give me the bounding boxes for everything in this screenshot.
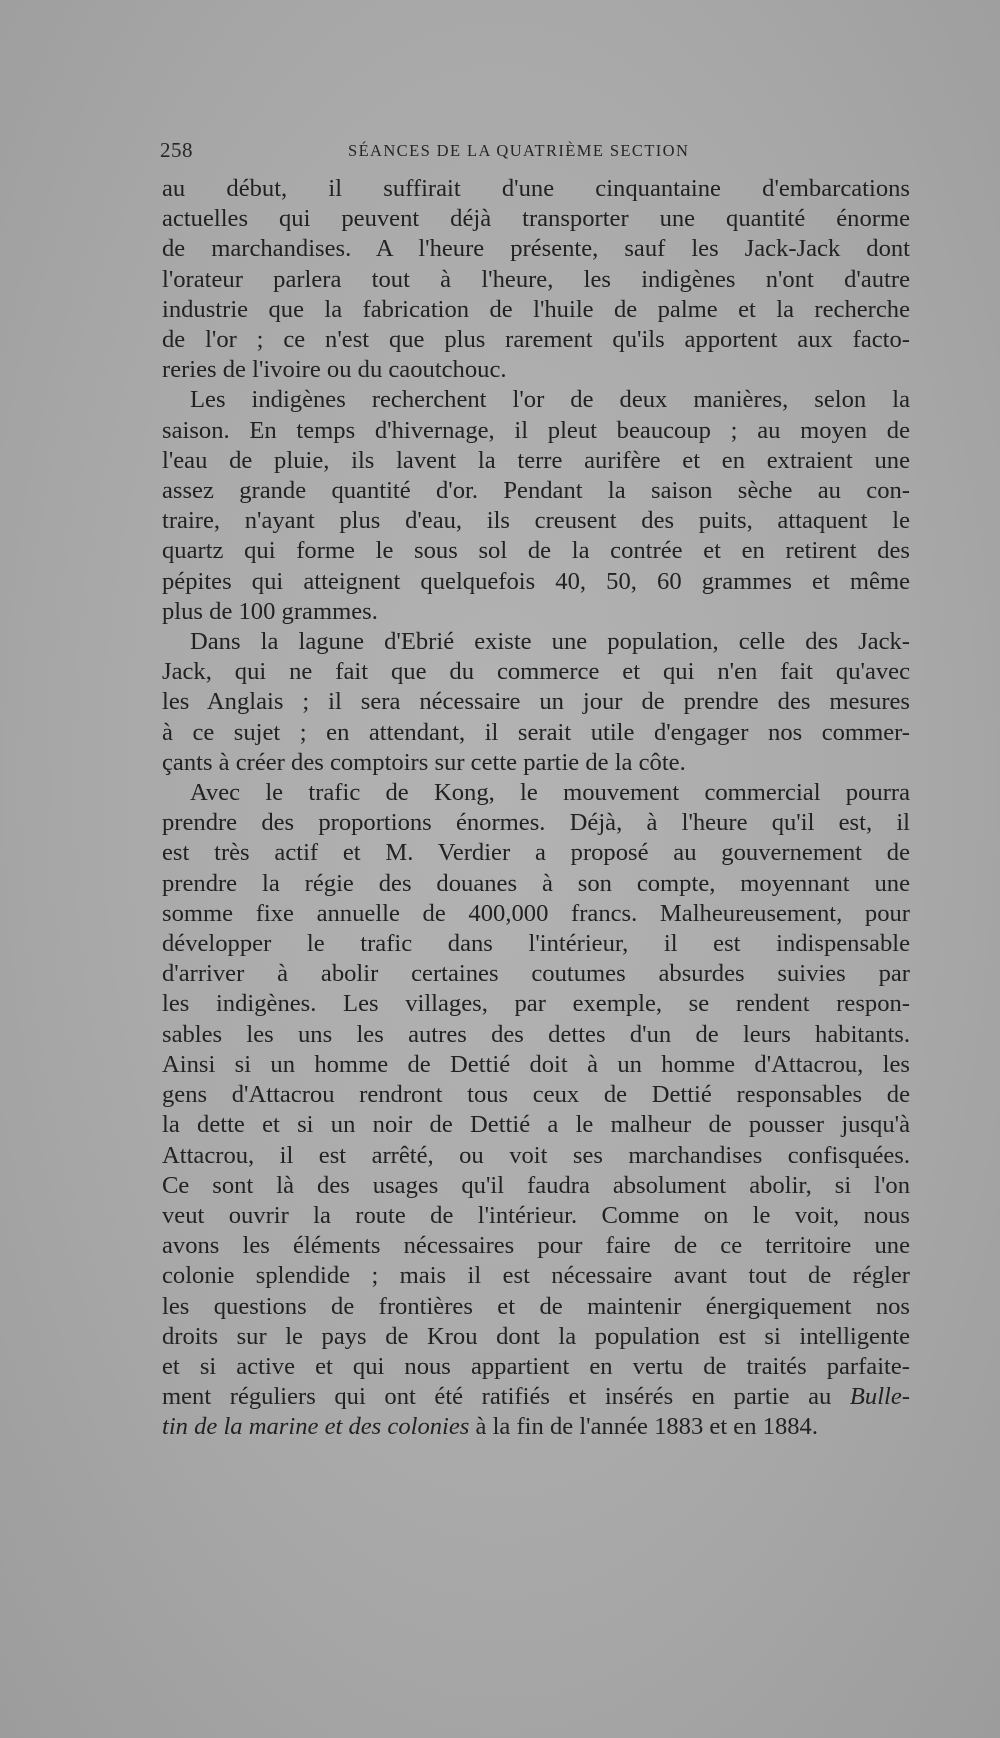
text-line: pépites qui atteignent quelquefois 40, 50, 60 grammes et même <box>162 567 910 595</box>
page-header <box>160 138 730 160</box>
text-line: saison. En temps d'hivernage, il pleut beaucoup ; au moyen de <box>162 416 910 444</box>
text-line: la dette et si un noir de Dettié a le malheur de pousser jusqu'à <box>162 1111 910 1139</box>
text-line: de marchandises. A l'heure présente, sauf les Jack-Jack dont <box>162 235 910 263</box>
text-line: à ce sujet ; en attendant, il serait utile d'engager nos commer- <box>162 718 910 746</box>
text-line: les indigènes. Les villages, par exemple, se rendent respon- <box>162 990 910 1018</box>
text-line: au début, il suffirait d'une cinquantaine d'embarcations <box>162 175 910 202</box>
text-line: Avec le trafic de Kong, le mouvement commercial pourra <box>190 779 910 807</box>
text-line: assez grande quantité d'or. Pendant la saison sèche au con- <box>162 477 910 505</box>
text-line: les Anglais ; il sera nécessaire un jour de prendre des mesures <box>162 688 910 716</box>
text-line: d'arriver à abolir certaines coutumes absurdes suivies par <box>162 960 910 988</box>
text-line: actuelles qui peuvent déjà transporter une quantité énorme <box>162 205 910 233</box>
text-line: veut ouvrir la route de l'intérieur. Comme on le voit, nous <box>162 1201 910 1229</box>
text-line: Les indigènes recherchent l'or de deux manières, selon la <box>190 386 910 414</box>
text-line: et si active et qui nous appartient en vertu de traités parfaite- <box>162 1352 910 1380</box>
text-line: plus de 100 grammes. <box>162 597 378 625</box>
text-line: Attacrou, il est arrêté, ou voit ses marchandises confisquées. <box>162 1141 910 1169</box>
text-line: çants à créer des comptoirs sur cette partie de la côte. <box>162 748 686 776</box>
text-line: quartz qui forme le sous sol de la contrée et en retirent des <box>162 537 910 565</box>
text-line: est très actif et M. Verdier a proposé au gouvernement de <box>162 839 910 867</box>
text-line <box>162 1412 910 1442</box>
text-line-start: ment réguliers qui ont été ratifiés et insérés en partie au <box>162 1383 832 1411</box>
text-line <box>162 1382 910 1412</box>
italic-title-end: tin de la marine et des colonies <box>162 1413 470 1441</box>
text-line: Ce sont là des usages qu'il faudra absolument abolir, si l'on <box>162 1171 910 1199</box>
text-line-end: à la fin de l'année 1883 et en 1884. <box>475 1413 819 1441</box>
body-text <box>162 174 910 1443</box>
text-line: traire, n'ayant plus d'eau, ils creusent des puits, attaquent le <box>162 507 910 535</box>
text-line: Jack, qui ne fait que du commerce et qui n'en fait qu'avec <box>162 658 910 686</box>
text-line: prendre des proportions énormes. Déjà, à l'heure qu'il est, il <box>162 809 910 837</box>
text-line: Ainsi si un homme de Dettié doit à un homme d'Attacrou, les <box>162 1050 910 1078</box>
text-line: les questions de frontières et de maintenir énergiquement nos <box>162 1292 910 1320</box>
text-line: somme fixe annuelle de 400,000 francs. Malheureusement, pour <box>162 899 910 927</box>
text-line: industrie que la fabrication de l'huile de palme et la recherche <box>162 295 910 323</box>
text-line: avons les éléments nécessaires pour faire de ce territoire une <box>162 1232 910 1260</box>
text-line: l'orateur parlera tout à l'heure, les indigènes n'ont d'autre <box>162 265 910 293</box>
text-line: colonie splendide ; mais il est nécessaire avant tout de régler <box>162 1262 910 1290</box>
text-line: sables les uns les autres des dettes d'un de leurs habitants. <box>162 1020 910 1048</box>
text-line: droits sur le pays de Krou dont la population est si intelligente <box>162 1322 910 1350</box>
text-line: l'eau de pluie, ils lavent la terre aurifère et en extraient une <box>162 446 910 474</box>
text-line: de l'or ; ce n'est que plus rarement qu'ils apportent aux facto- <box>162 326 910 354</box>
page-number: 258 <box>160 138 193 162</box>
italic-title-start: Bulle- <box>849 1383 910 1411</box>
text-line: Dans la lagune d'Ebrié existe une population, celle des Jack- <box>190 628 910 656</box>
text-line: prendre la régie des douanes à son compte, moyennant une <box>162 869 910 897</box>
text-line: développer le trafic dans l'intérieur, il est indispensable <box>162 930 910 958</box>
text-line: gens d'Attacrou rendront tous ceux de Dettié responsables de <box>162 1081 910 1109</box>
running-head: SÉANCES DE LA QUATRIÈME SECTION <box>348 141 690 160</box>
text-line: reries de l'ivoire ou du caoutchouc. <box>162 356 507 384</box>
